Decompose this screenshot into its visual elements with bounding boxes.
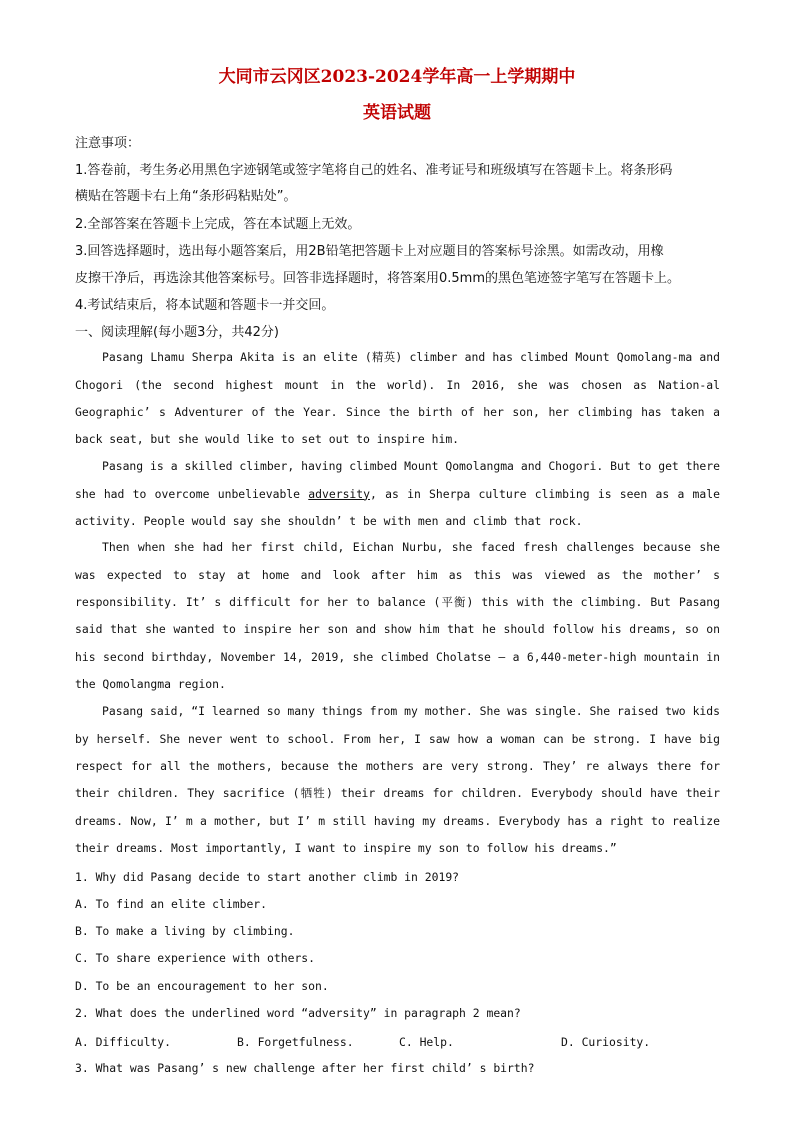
question-2: 2. What does the underlined word “adversity” in paragraph 2 mean?	[75, 1006, 521, 1020]
question-1-option-d: D. To be an encouragement to her son.	[75, 979, 329, 993]
question-3: 3. What was Pasang’ s new challenge after her first child’ s birth?	[75, 1061, 535, 1075]
question-2-options	[75, 1029, 725, 1056]
question-1-option-a: A. To find an elite climber.	[75, 897, 268, 911]
notice-item-2: 2.全部答案在答题卡上完成，答在本试题上无效。	[75, 217, 361, 232]
notice-item-3-line-2: 皮擦干净后，再选涂其他答案标号。回答非选择题时，将答案用0.5mm的黑色笔迹签字笔写在答题卡上。	[75, 271, 681, 286]
question-2-option-d: D. Curiosity.	[561, 1035, 651, 1049]
underlined-word-adversity: adversity	[308, 486, 371, 501]
notice-item-1-line-2: 横贴在答题卡右上角“条形码粘贴处”。	[75, 189, 297, 204]
notice-item-1-line-1: 1.答卷前，考生务必用黑色字迹钢笔或签字笔将自己的姓名、准考证号和班级填写在答题卡上。将条形码	[75, 163, 673, 178]
passage-paragraph-4: Pasang said, “I learned so many things from my mother. She was single. She raised two kids by herself. She never went to school. From her, I saw how a woman can be strong. I have big respect for all the mothers, because the mothers are very strong. They’ re always there for their children. They sacrifice (牺牲) their dreams for children. Everybody should have their dreams. Now, I’ m a mother, but I’ m still having my dreams. Everybody has a right to realize their dreams. Most importantly, I want to inspire my son to follow his dreams.”	[75, 704, 720, 855]
exam-title: 大同市云冈区2023-2024学年高一上学期期中	[218, 67, 576, 87]
section-heading: 一、阅读理解(每小题3分，共42分)	[75, 325, 279, 340]
question-1-option-b: B. To make a living by climbing.	[75, 924, 295, 938]
question-1-option-c: C. To share experience with others.	[75, 951, 316, 965]
question-2-option-c: C. Help.	[399, 1035, 454, 1049]
passage-paragraph-1: Pasang Lhamu Sherpa Akita is an elite (精英) climber and has climbed Mount Qomolang-ma and Chogori (the second highest mount in the world). In 2016, she was chosen as Nation-al Geographic’ s Adventurer of the Year. Since the birth of her son, her climbing has taken a back seat, but she would like to set out to inspire him.	[75, 350, 720, 447]
question-2-option-a: A. Difficulty.	[75, 1035, 172, 1049]
notice-item-3-line-1: 3.回答选择题时，选出每小题答案后，用2B铅笔把答题卡上对应题目的答案标号涂黑。如需改动，用橡	[75, 244, 664, 259]
question-1: 1. Why did Pasang decide to start another climb in 2019?	[75, 870, 460, 884]
passage-paragraph-3: Then when she had her first child, Eichan Nurbu, she faced fresh challenges because she was expected to stay at home and look after him as this was viewed as the mother’ s responsibility. It’ s difficult for her to balance (平衡) this with the climbing. But Pasang said that she wanted to inspire her son and show him that he should follow his dreams, so on his second birthday, November 14, 2019, she climbed Cholatse — a 6,440-meter-high mountain in the Qomolangma region.	[75, 540, 720, 691]
paragraph-2-text-after: , as in Sherpa culture climbing is seen as a male activity. People would say she shouldn’ t be with men and climb that rock.	[75, 486, 720, 528]
notice-heading: 注意事项：	[75, 136, 141, 151]
question-2-option-b: B. Forgetfulness.	[237, 1035, 354, 1049]
exam-subtitle: 英语试题	[363, 103, 431, 123]
passage-paragraph-2	[75, 453, 720, 535]
notice-item-4: 4.考试结束后，将本试题和答题卡一并交回。	[75, 298, 335, 313]
paragraph-2-text-before: Pasang is a skilled climber, having climbed Mount Qomolangma and Chogori. But to get there she had to overcome unbelievable	[75, 459, 720, 501]
